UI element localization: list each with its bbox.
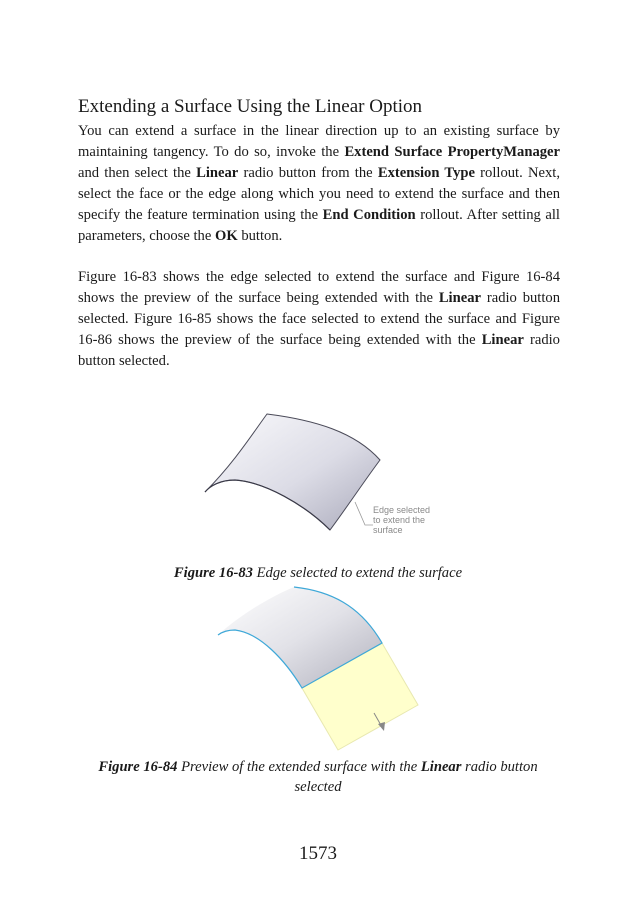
paragraph-figures <box>78 267 560 372</box>
section-heading: Extending a Surface Using the Linear Option <box>78 96 423 117</box>
figure-linear-preview-illustration <box>210 585 430 755</box>
text-run: rollout. After setting all parameters, choose the <box>78 207 560 244</box>
text-run: rollout. Next, select the face or the edge along which you need to extend the surface and then specify the feature termination using the <box>78 165 560 223</box>
bold-term: Linear <box>196 165 239 181</box>
caption-label: Figure 16-84 <box>98 759 178 775</box>
caption-label: Figure 16-83 <box>173 565 253 581</box>
callout-text-line2: to extend the <box>373 515 426 525</box>
text-run: button. <box>237 228 283 244</box>
bold-term: Linear <box>438 290 481 306</box>
surface-patch <box>205 414 380 530</box>
caption-text: Edge selected to extend the surface <box>252 565 463 581</box>
caption-bold-term: Linear <box>420 759 462 775</box>
text-run: Figure 16-83 shows the edge selected to extend the surface and Figure 16-84 shows the preview of the surface being extended with the <box>78 269 560 306</box>
callout-text-line3: surface <box>373 525 403 535</box>
bold-term: Extend Surface PropertyManager <box>344 144 561 160</box>
figure-caption-16-83 <box>0 563 636 583</box>
bold-term: OK <box>214 228 238 244</box>
caption-text: Preview of the extended surface with the <box>177 759 421 775</box>
callout-text-line1: Edge selected <box>373 505 431 515</box>
callout-leader <box>355 502 373 525</box>
bold-term: End Condition <box>322 207 416 223</box>
text-run: radio button selected. Figure 16-85 shows the face selected to extend the surface and Figure 16-86 shows the preview of the surface being extended with the <box>78 290 560 348</box>
text-run: radio button selected. <box>78 332 560 369</box>
text-run: radio button from the <box>238 165 378 181</box>
text-run: You can extend a surface in the linear direction up to an existing surface by maintaining tangency. To do so, invoke the <box>78 123 560 160</box>
caption-text: radio button selected <box>294 759 538 795</box>
page-number: 1573 <box>299 843 337 864</box>
bold-term: Extension Type <box>377 165 475 181</box>
paragraph-intro <box>78 121 560 247</box>
figure-edge-selected-illustration <box>195 410 445 540</box>
figure-caption-16-84 <box>90 757 546 797</box>
bold-term: Linear <box>481 332 524 348</box>
text-run: and then select the <box>78 165 197 181</box>
